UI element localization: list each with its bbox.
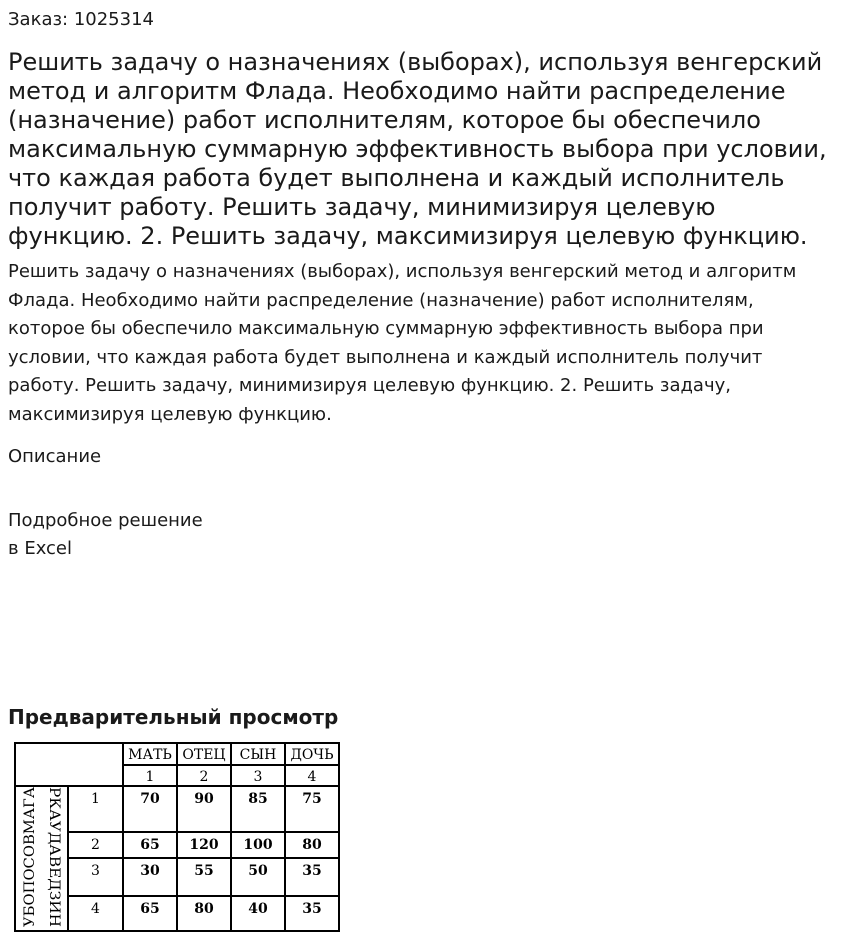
cell-value: 70 xyxy=(140,791,160,807)
cell-value: 90 xyxy=(194,791,214,807)
cell-value: 80 xyxy=(302,837,322,853)
cell-value: 40 xyxy=(248,901,268,917)
vertical-label: УБОПОСОВМАГА xyxy=(22,794,38,927)
preview-image xyxy=(14,742,340,932)
solution-line-1: Подробное решение xyxy=(8,510,203,531)
column-header: МАТЬ xyxy=(128,747,172,763)
column-number: 4 xyxy=(307,769,317,785)
cell-value: 35 xyxy=(302,901,322,917)
cell-value: 30 xyxy=(140,863,160,879)
cell-value: 65 xyxy=(140,837,160,853)
column-header: СЫН xyxy=(239,747,277,763)
cell-value: 120 xyxy=(189,837,219,853)
column-header: ОТЕЦ xyxy=(182,747,226,763)
order-number: Заказ: 1025314 xyxy=(8,9,154,30)
row-number: 1 xyxy=(91,791,100,807)
cell-value: 50 xyxy=(248,863,268,879)
cell-value: 100 xyxy=(243,837,273,853)
cell-value: 55 xyxy=(194,863,214,879)
row-number: 4 xyxy=(91,901,100,917)
preview-title: Предварительный просмотр xyxy=(8,705,339,729)
description-label: Описание xyxy=(8,446,102,467)
solution-line-2: в Excel xyxy=(8,538,73,559)
cell-value: 80 xyxy=(194,901,214,917)
cell-value: 35 xyxy=(302,863,322,879)
cell-value: 75 xyxy=(302,791,322,807)
preview-table xyxy=(14,742,340,932)
row-number: 3 xyxy=(91,863,100,879)
description-text: Решить задачу о назначениях (выборах), используя венгерский метод и алгоритм Флада. Необходимо найти распределение (назначение) работ исполнителям, которое бы обеспечило максимальную суммарную эффективность выбора при условии, что каждая работа будет выполнена и каждый исполнитель получит работу. Решить задачу, минимизируя целевую функцию. 2. Решить задачу, максимизируя целевую функцию. xyxy=(8,261,797,425)
column-number: 1 xyxy=(145,769,155,785)
row-number: 2 xyxy=(91,837,100,853)
cell-value: 85 xyxy=(248,791,268,807)
column-number: 2 xyxy=(199,769,209,785)
column-number: 3 xyxy=(253,769,263,785)
solution-note xyxy=(8,507,203,563)
column-header: ДОЧЬ xyxy=(290,747,334,763)
page-title: Решить задачу о назначениях (выборах), используя венгерский метод и алгоритм Флада. Необходимо найти распределение (назначение) работ исполнителям, которое бы обеспечило максимальную суммарную эффективность выбора при условии, что каждая работа будет выполнена и каждый исполнитель получит работу. Решить задачу, минимизируя целевую функцию. 2. Решить задачу, максимизируя целевую функцию. xyxy=(8,48,827,250)
vertical-label: РКАУДАВЕДЗИН xyxy=(46,787,62,915)
cell-value: 65 xyxy=(140,901,160,917)
